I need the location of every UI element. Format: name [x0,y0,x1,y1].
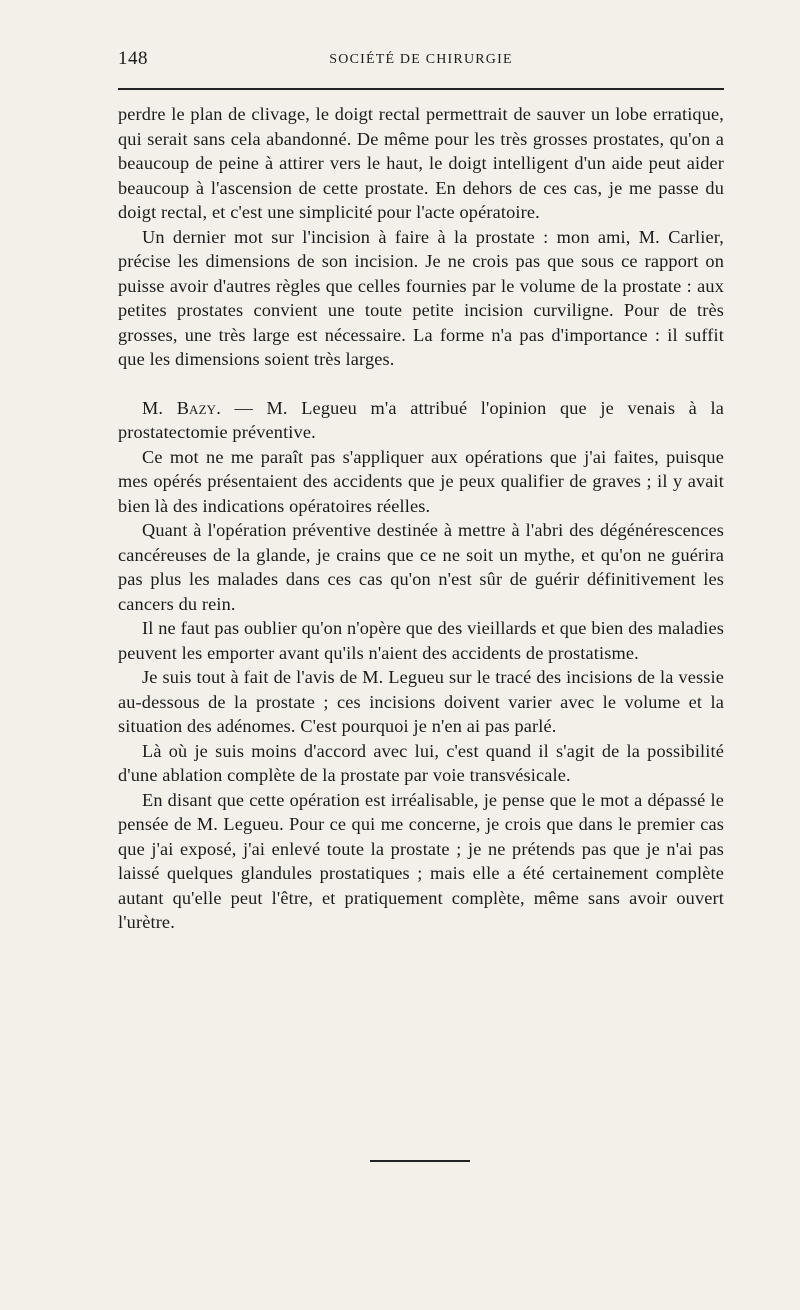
paragraph: En disant que cette opération est irréalisable, je pense que le mot a dépassé le pensée de M. Legueu. Pour ce qui me concerne, je crois que dans le premier cas que j'ai exposé, j'ai enlevé toute la prostate ; je ne prétends pas que je n'ai pas laissé quelques glandules prostatiques ; mais elle a été certainement complète autant qu'elle peut l'être, et pratiquement complète, même sans avoir ouvert l'urètre. [118,789,724,932]
bazy-opening-paragraph [118,396,724,445]
running-head: SOCIÉTÉ DE CHIRURGIE [329,52,513,67]
bazy-opening-text: — M. Legueu m'a attribué l'opinion que je venais à la prostatectomie préventive. [118,397,724,442]
paragraph: Là où je suis moins d'accord avec lui, c'est quand il s'agit de la possibilité d'une ablation complète de la prostate par voie transvésicale. [118,740,724,785]
speaker-name: M. Bazy. [142,397,221,418]
header-rule [118,88,724,90]
section-end-rule [370,1160,470,1162]
paragraph: Ce mot ne me paraît pas s'appliquer aux opérations que j'ai faites, puisque mes opérés présentaient des accidents que je peux qualifier de graves ; il y avait bien là des indications opératoires réelles. [118,446,724,516]
paragraph: Il ne faut pas oublier qu'on n'opère que des vieillards et que bien des maladies peuvent les emporter avant qu'ils n'aient des accidents de prostatisme. [118,618,724,663]
paragraph: perdre le plan de clivage, le doigt rectal permettrait de sauver un lobe erratique, qui serait sans cela abandonné. De même pour les très grosses prostates, qu'on a beaucoup de peine à attirer vers le haut, le doigt intelligent d'un aide peut aider beaucoup à l'ascension de cette prostate. En dehors de ces cas, je me passe du doigt rectal, et c'est une simplicité pour l'acte opératoire. [118,104,724,222]
page-header [118,48,724,76]
page-number: 148 [118,48,148,69]
paragraph: Un dernier mot sur l'incision à faire à la prostate : mon ami, M. Carlier, précise les dimensions de son incision. Je ne crois pas que sous ce rapport on puisse avoir d'autres règles que celles fournies par le volume de la prostate : aux petites prostates convient une toute petite incision curviligne. Pour de très grosses, une très large est nécessaire. La forme n'a pas d'importance : il suffit que les dimensions soient très larges. [118,226,724,369]
body-text [118,102,724,935]
paragraph: Je suis tout à fait de l'avis de M. Legueu sur le tracé des incisions de la vessie au-dessous de la prostate ; ces incisions doivent varier avec le volume et la situation des adénomes. C'est pourquoi je n'en ai pas parlé. [118,667,724,736]
paragraph: Quant à l'opération préventive destinée à mettre à l'abri des dégénérescences cancéreuses de la glande, je crains que ce ne soit un mythe, et qu'on ne guérira pas plus les malades dans ces cas qu'on n'est sûr de guérir définitivement les cancers du rein. [118,520,724,614]
